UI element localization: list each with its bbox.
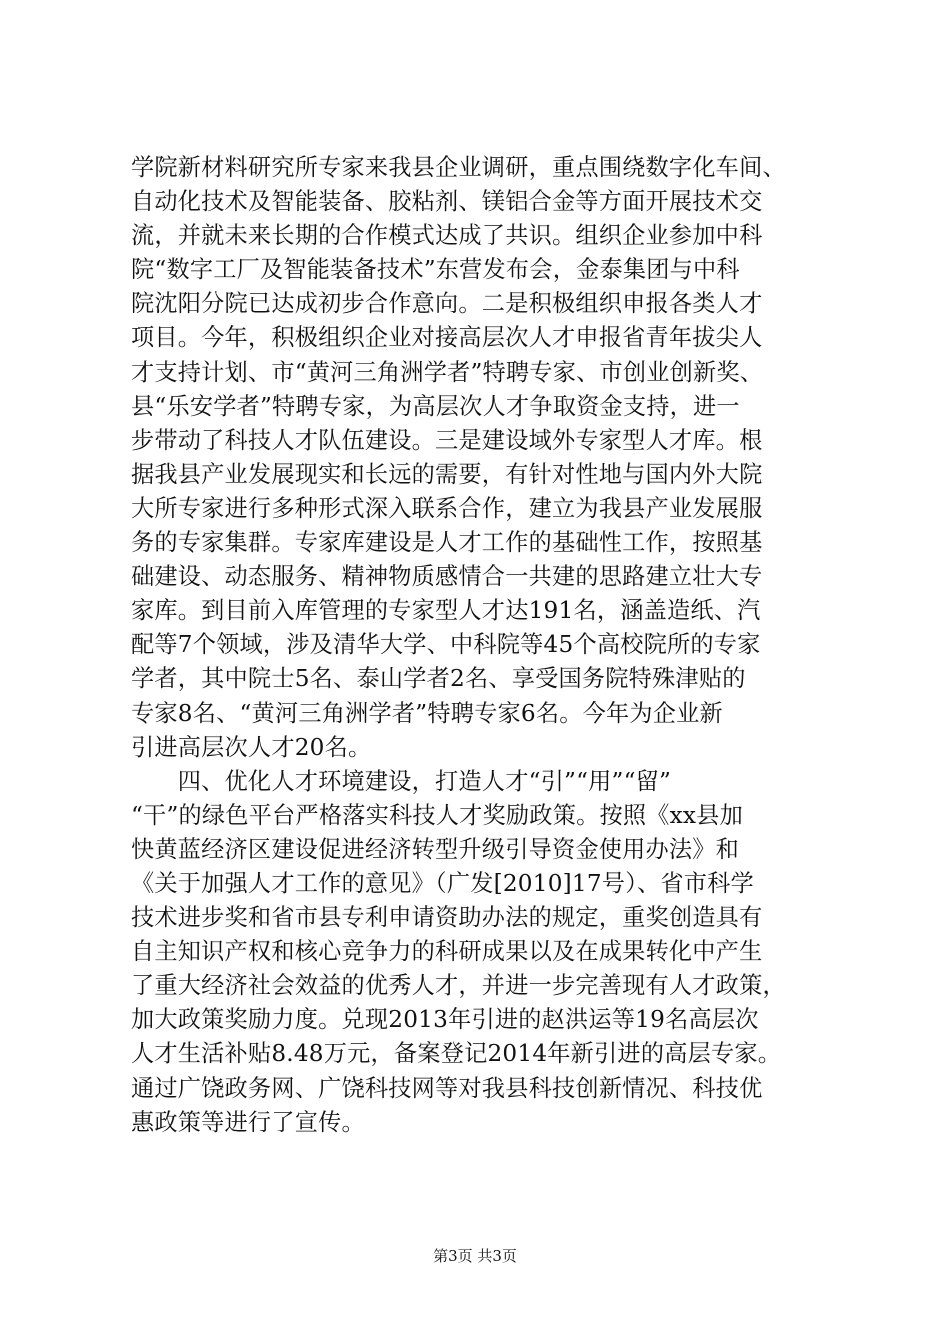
page-footer: 第3页 共3页 xyxy=(433,1247,517,1265)
text-line: 自动化技术及智能装备、胶粘剂、镁铝合金等方面开展技术交 xyxy=(131,188,763,216)
body-text xyxy=(131,151,819,1140)
text-line: “干”的绿色平台严格落实科技人才奖励政策。按照《xx县加 xyxy=(131,801,743,829)
text-line: 了重大经济社会效益的优秀人才，并进一步完善现有人才政策， xyxy=(131,972,786,1000)
text-line: 步带动了科技人才队伍建设。三是建设域外专家型人才库。根 xyxy=(131,426,763,454)
text-line: 惠政策等进行了宣传。 xyxy=(131,1108,365,1136)
text-line: 础建设、动态服务、精神物质感情合一共建的思路建立壮大专 xyxy=(131,563,763,591)
text-line: 《关于加强人才工作的意见》（广发[2010]17号）、省市科学 xyxy=(131,869,754,897)
text-line: 大所专家进行多种形式深入联系合作，建立为我县产业发展服 xyxy=(131,494,763,522)
text-line: 加大政策奖励力度。兑现2013年引进的赵洪运等19名高层次 xyxy=(131,1006,759,1034)
text-line: 四、优化人才环境建设，打造人才“引”“用”“留” xyxy=(131,767,672,795)
text-line: 县“乐安学者”特聘专家，为高层次人才争取资金支持，进一 xyxy=(131,392,740,420)
text-line: 专家8名、“黄河三角洲学者”特聘专家6名。今年为企业新 xyxy=(131,699,723,727)
text-line: 引进高层次人才20名。 xyxy=(131,733,372,761)
text-line: 务的专家集群。专家库建设是人才工作的基础性工作，按照基 xyxy=(131,529,763,557)
text-line: 家库。到目前入库管理的专家型人才达191名，涵盖造纸、汽 xyxy=(131,597,761,625)
text-line: 才支持计划、市“黄河三角洲学者”特聘专家、市创业创新奖、 xyxy=(131,358,764,386)
text-line: 通过广饶政务网、广饶科技网等对我县科技创新情况、科技优 xyxy=(131,1074,763,1102)
text-line: 院“数字工厂及智能装备技术”东营发布会，金泰集团与中科 xyxy=(131,256,740,284)
text-line: 院沈阳分院已达成初步合作意向。二是积极组织申报各类人才 xyxy=(131,290,763,318)
text-line: 技术进步奖和省市县专利申请资助办法的规定，重奖创造具有 xyxy=(131,904,763,932)
text-line: 人才生活补贴8.48万元，备案登记2014年新引进的高层专家。 xyxy=(131,1040,782,1068)
text-line: 自主知识产权和核心竞争力的科研成果以及在成果转化中产生 xyxy=(131,938,763,966)
text-line: 快黄蓝经济区建设促进经济转型升级引导资金使用办法》和 xyxy=(131,835,740,863)
text-line: 据我县产业发展现实和长远的需要，有针对性地与国内外大院 xyxy=(131,460,763,488)
text-line: 项目。今年，积极组织企业对接高层次人才申报省青年拔尖人 xyxy=(131,324,763,352)
text-line: 配等7个领域，涉及清华大学、中科院等45个高校院所的专家 xyxy=(131,631,761,659)
text-line: 流，并就未来长期的合作模式达成了共识。组织企业参加中科 xyxy=(131,222,763,250)
text-line: 学者，其中院士5名、泰山学者2名、享受国务院特殊津贴的 xyxy=(131,665,746,693)
text-line: 学院新材料研究所专家来我县企业调研，重点围绕数字化车间、 xyxy=(131,154,786,181)
